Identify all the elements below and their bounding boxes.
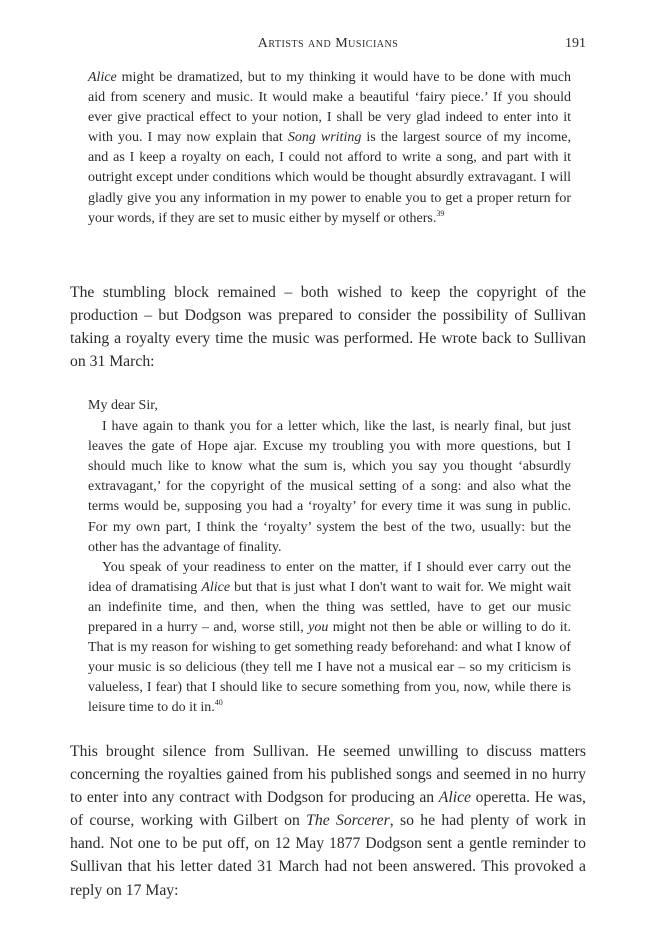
quote-1-text-b: is the largest source of my income, and as I keep a royalty on each, I could not afford to write a song, and part with it outright except under conditions which would be thought absurdly extravagant. I will gladly give you any information in my power to enable you to get a proper return for your words, if they are set to music either by myself or others. [88,130,571,226]
letter-paragraph-1: I have again to thank you for a letter which, like the last, is nearly final, but just leaves the gate of Hope ajar. Excuse my troubling you with more questions, but I should much like to know what the sum is, which you say you thought ‘absurdly extravagant,’ for the copyright of the musical setting of a song: and also what the terms would be, supposing you had a ‘royalty’ for every time it was sung in public. For my own part, I think the ‘royalty’ system the best of the two, usually: but the other has the advantage of finality. [88,419,571,555]
block-quote-2 [88,396,571,719]
italic-alice: Alice [88,70,117,85]
italic-song-writing: Song writing [287,130,362,146]
page-number: 191 [565,36,586,51]
letter-p2-text-b: but that is just what I don't want to wait for. We might wait an indefinite time, and then, when the thing was settled, have to get our music prepared in a hurry – and, worse still, [88,579,571,636]
paragraph-2-text-b: operetta. He was, of course, working with Gilbert on [70,789,586,830]
block-quote-1 [88,68,571,229]
letter-p2-text-c: might not then be able or willing to do it. That is my reason for wishing to get something ready beforehand: and what I know of your music is so delicious (they tell me I have not a musical ear – so my criticism is valueless, I fear) that I should like to secure something from you, now, while there is leisure time to do it in. [88,620,571,716]
letter-salutation: My dear Sir, [88,398,158,413]
footnote-ref-39: 39 [436,208,445,218]
italic-the-sorcerer: The Sorcerer [306,812,390,830]
paragraph-1-text: The stumbling block remained – both wished to keep the copyright of the production – but Dodgson was prepared to consider the possibility of Sullivan taking a royalty every time the music was performed. He wrote back to Sullivan on 31 March: [70,284,586,371]
italic-alice-3: Alice [438,789,472,807]
running-head: Artists and Musicians [257,36,399,51]
page-header [70,36,586,56]
italic-alice-2: Alice [201,579,231,595]
italic-you: you [308,620,329,636]
quote-1-paragraph [88,68,571,229]
body-paragraph-1 [70,281,586,373]
letter-p2-text-a: You speak of your readiness to enter on the matter, if I should ever carry out the idea of dramatising [88,559,571,595]
quote-1-text-a: might be dramatized, but to my thinking it would have to be done with much aid from scenery and music. It would make a beautiful ‘fairy piece.’ If you should ever give practical effect to your notion, I shall be very glad indeed to enter into it with you. I may now explain that [88,70,571,146]
paragraph-2-text-c: , so he had plenty of work in hand. Not one to be put off, on 12 May 1877 Dodgson sent a gentle reminder to Sullivan that his letter dated 31 March had not been answered. This provoked a reply on 17 May: [70,812,586,899]
footnote-ref-40: 40 [214,698,223,708]
body-paragraph-2 [70,740,586,902]
paragraph-2-text [70,740,586,902]
letter-paragraph-2 [88,558,571,719]
paragraph-2-text-a: This brought silence from Sullivan. He seemed unwilling to discuss matters concerning the royalties gained from his published songs and seemed in no hurry to enter into any contract with Dodgson for producing an [70,743,586,807]
